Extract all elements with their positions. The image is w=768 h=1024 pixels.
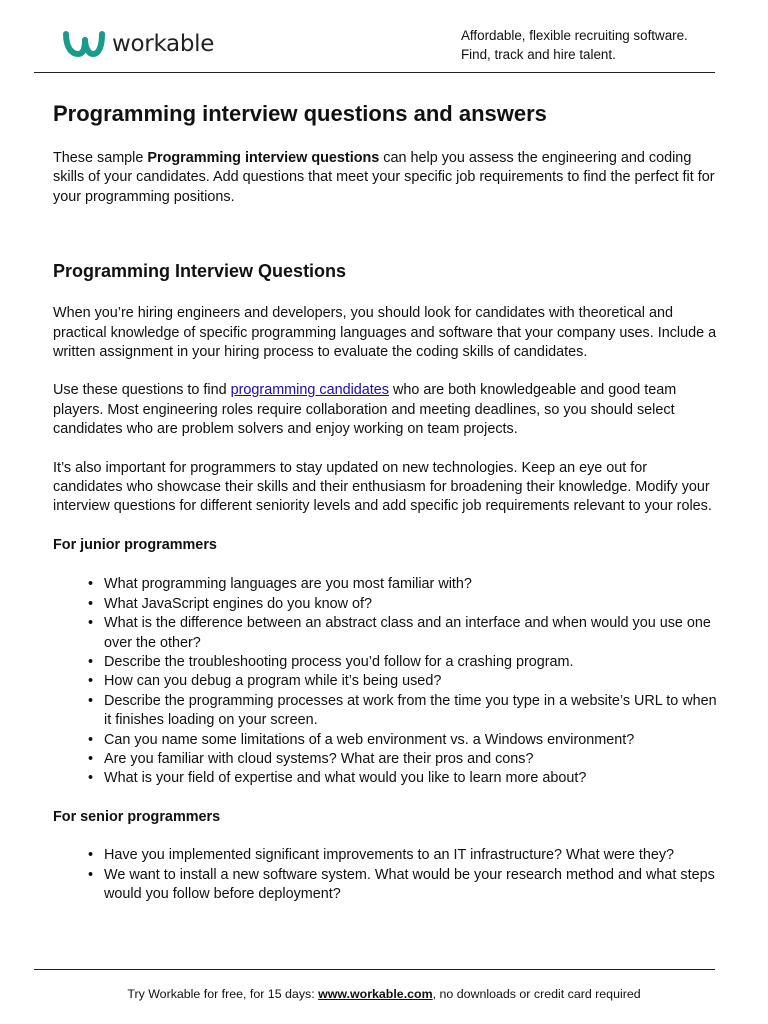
- page-footer: [0, 987, 768, 1001]
- list-item: • Have you implemented significant improvements to an IT infrastructure? What were they?: [88, 846, 718, 865]
- header-tagline: [461, 26, 688, 64]
- list-item: • We want to install a new software system. What would be your research method and what steps would you follow before deployment?: [88, 866, 718, 905]
- junior-heading: For junior programmers: [53, 536, 217, 553]
- workable-logo[interactable]: [62, 30, 214, 58]
- list-item: • How can you debug a program while it’s being used?: [88, 672, 718, 691]
- footer-text-after: , no downloads or credit card required: [432, 987, 641, 1001]
- intro-text-bold: Programming interview questions: [147, 150, 380, 166]
- list-item: • Can you name some limitations of a web environment vs. a Windows environment?: [88, 731, 718, 750]
- list-item: • What programming languages are you most familiar with?: [88, 575, 718, 594]
- workable-logo-icon: [62, 30, 106, 58]
- list-item: • Are you familiar with cloud systems? What are their pros and cons?: [88, 750, 718, 769]
- programming-candidates-link[interactable]: programming candidates: [230, 382, 389, 399]
- intro-paragraph: [53, 149, 718, 207]
- document-body: [53, 100, 718, 904]
- para2-text-before: Use these questions to find: [53, 382, 231, 399]
- footer-website-link[interactable]: www.workable.com: [318, 987, 433, 1001]
- header-divider: [34, 72, 715, 73]
- paragraph-questions: [53, 381, 718, 439]
- tagline-line-2: Find, track and hire talent.: [461, 47, 616, 62]
- footer-divider: [34, 969, 715, 970]
- intro-text-after: can help you assess the engineering and coding skills of your candidates. Add questions that meet your specific job requirements to find the perfect fit for your programming positions.: [53, 150, 715, 205]
- logo-wordmark: workable: [112, 31, 215, 57]
- list-item: • What JavaScript engines do you know of?: [88, 595, 718, 614]
- section-heading: Programming Interview Questions: [53, 261, 347, 282]
- page-title: Programming interview questions and answers: [53, 101, 547, 126]
- paragraph-technologies: It’s also important for programmers to stay updated on new technologies. Keep an eye out for candidates who showcase their skills and their enthusiasm for broadening their knowledge. Modify your interview questions for different seniority levels and add specific job requirements relevant to your roles.: [53, 459, 712, 515]
- para2-text-after: who are both knowledgeable and good team players. Most engineering roles require collaboration and meeting deadlines, so you should select candidates who are problem solvers and enjoy working on team projects.: [53, 382, 677, 438]
- list-item: • Describe the programming processes at work from the time you type in a website’s URL to when it finishes loading on your screen.: [88, 692, 718, 731]
- footer-text-before: Try Workable for free, for 15 days:: [127, 987, 319, 1001]
- senior-heading: For senior programmers: [53, 808, 221, 825]
- junior-questions-list: [88, 575, 718, 788]
- list-item: • What is your field of expertise and what would you like to learn more about?: [88, 769, 718, 788]
- intro-text-before: These sample: [53, 150, 148, 166]
- senior-questions-list: [88, 846, 718, 904]
- paragraph-hiring: When you’re hiring engineers and developers, you should look for candidates with theoretical and practical knowledge of specific programming languages and software that your company uses. Include a written assignment in your hiring process to evaluate the coding skills of candidates.: [53, 305, 717, 361]
- page-header: [0, 0, 768, 74]
- list-item: • Describe the troubleshooting process you’d follow for a crashing program.: [88, 653, 718, 672]
- tagline-line-1: Affordable, flexible recruiting software.: [461, 28, 688, 43]
- list-item: • What is the difference between an abstract class and an interface and when would you use one over the other?: [88, 614, 718, 653]
